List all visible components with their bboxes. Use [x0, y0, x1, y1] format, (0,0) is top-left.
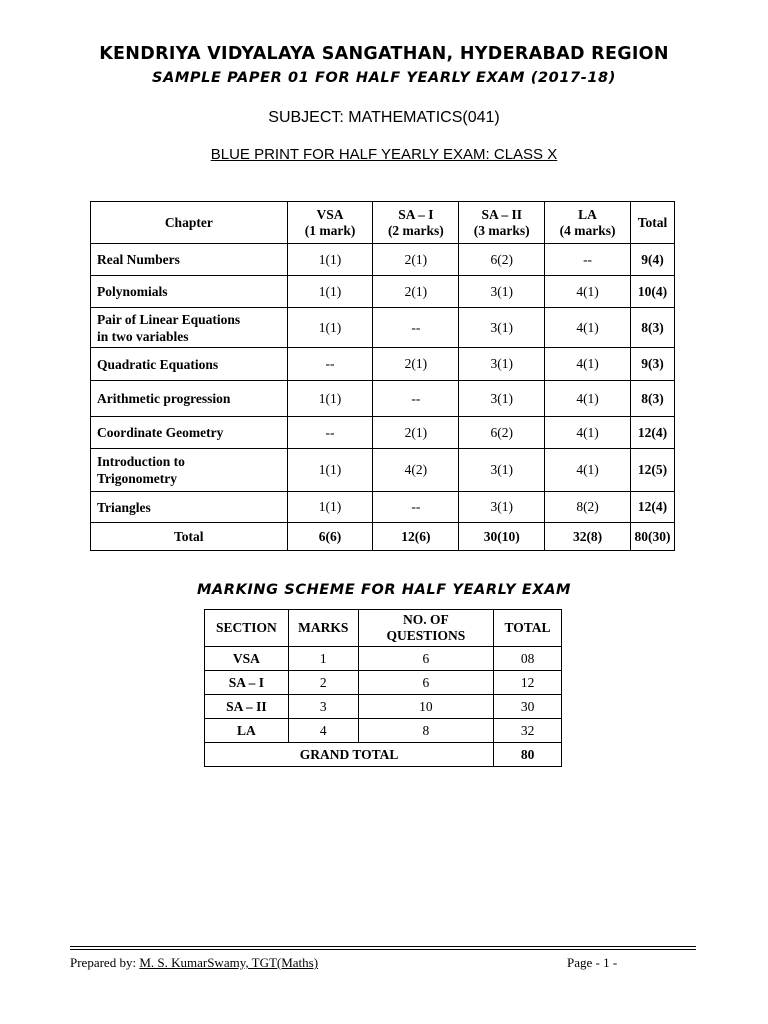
marks-cell: 1: [288, 647, 358, 671]
table-row: [91, 417, 675, 449]
la-cell: 4(1): [545, 381, 631, 417]
col-sa1: [373, 202, 459, 244]
vsa-cell: 1(1): [287, 276, 373, 308]
table-row: [91, 244, 675, 276]
col-vsa-label: VSA: [316, 206, 344, 222]
vsa-cell: --: [287, 348, 373, 381]
col-total: TOTAL: [494, 610, 562, 647]
chapter-cell: [91, 449, 288, 492]
vsa-cell: 1(1): [287, 244, 373, 276]
col-marks: MARKS: [288, 610, 358, 647]
marking-header-row: [205, 610, 562, 647]
page-number: Page - 1 -: [567, 955, 618, 970]
prepared-by-name: M. S. KumarSwamy, TGT(Maths): [139, 955, 319, 970]
sa1-cell: --: [373, 492, 459, 523]
footer-divider-inner: [70, 949, 696, 950]
grand-total-label: GRAND TOTAL: [205, 743, 494, 767]
section-cell: SA – I: [205, 671, 289, 695]
blueprint-total-row: [91, 523, 675, 551]
col-section: SECTION: [205, 610, 289, 647]
marking-scheme-table: [204, 609, 562, 767]
grand-total-row: [205, 743, 562, 767]
sa1-total: 12(6): [373, 523, 459, 551]
sa1-cell: 2(1): [373, 244, 459, 276]
total-cell: 8(3): [630, 381, 674, 417]
sa1-cell: 2(1): [373, 276, 459, 308]
total-cell: 12(4): [630, 417, 674, 449]
questions-cell: 10: [358, 695, 494, 719]
section-cell: SA – II: [205, 695, 289, 719]
sa2-cell: 6(2): [459, 417, 545, 449]
total-cell: 9(4): [630, 244, 674, 276]
footer-divider: [70, 946, 696, 947]
prepared-by: [70, 955, 318, 971]
questions-cell: 6: [358, 647, 494, 671]
total-cell: 12(4): [630, 492, 674, 523]
la-cell: 8(2): [545, 492, 631, 523]
total-cell: 10(4): [630, 276, 674, 308]
table-row: [91, 276, 675, 308]
sa2-total: 30(10): [459, 523, 545, 551]
total-cell: 32: [494, 719, 562, 743]
chapter-line-2: in two variables: [97, 328, 189, 344]
sa2-cell: 3(1): [459, 449, 545, 492]
sa1-cell: --: [373, 381, 459, 417]
la-cell: 4(1): [545, 276, 631, 308]
col-vsa-sub: (1 mark): [304, 222, 356, 238]
col-sa2-sub: (3 marks): [473, 222, 530, 238]
grand-total-value: 80: [494, 743, 562, 767]
chapter-cell: Quadratic Equations: [91, 348, 288, 381]
subject-title: SUBJECT: MATHEMATICS(041): [268, 109, 500, 126]
table-row: [91, 449, 675, 492]
questions-cell: 8: [358, 719, 494, 743]
chapter-cell: [91, 308, 288, 348]
section-cell: VSA: [205, 647, 289, 671]
sa2-cell: 3(1): [459, 492, 545, 523]
total-cell: 9(3): [630, 348, 674, 381]
blueprint-header-row: [91, 202, 675, 244]
marks-cell: 3: [288, 695, 358, 719]
table-row: [205, 695, 562, 719]
col-vsa: [287, 202, 373, 244]
la-cell: 4(1): [545, 449, 631, 492]
vsa-total: 6(6): [287, 523, 373, 551]
col-la: [545, 202, 631, 244]
total-cell: 30: [494, 695, 562, 719]
col-questions: [358, 610, 494, 647]
la-cell: 4(1): [545, 348, 631, 381]
blueprint-title: [0, 146, 768, 163]
sa1-cell: 2(1): [373, 417, 459, 449]
marks-cell: 4: [288, 719, 358, 743]
marks-cell: 2: [288, 671, 358, 695]
sa2-cell: 6(2): [459, 244, 545, 276]
chapter-cell: Real Numbers: [91, 244, 288, 276]
col-sa1-label: SA – I: [398, 206, 434, 222]
table-row: [91, 308, 675, 348]
table-row: [205, 671, 562, 695]
sa1-cell: 4(2): [373, 449, 459, 492]
sa2-cell: 3(1): [459, 276, 545, 308]
la-cell: --: [545, 244, 631, 276]
la-cell: 4(1): [545, 308, 631, 348]
la-cell: 4(1): [545, 417, 631, 449]
questions-cell: 6: [358, 671, 494, 695]
chapter-cell: Arithmetic progression: [91, 381, 288, 417]
section-cell: LA: [205, 719, 289, 743]
col-la-label: LA: [578, 206, 597, 222]
table-row: [91, 492, 675, 523]
sa2-cell: 3(1): [459, 348, 545, 381]
table-row: [205, 719, 562, 743]
col-sa2-label: SA – II: [481, 206, 522, 222]
col-questions-l2: QUESTIONS: [386, 628, 466, 643]
chapter-line-2: Trigonometry: [97, 471, 177, 486]
table-row: [205, 647, 562, 671]
chapter-cell: Polynomials: [91, 276, 288, 308]
vsa-cell: --: [287, 417, 373, 449]
table-row: [91, 381, 675, 417]
table-row: [91, 348, 675, 381]
vsa-cell: 1(1): [287, 381, 373, 417]
blueprint-title-text: BLUE PRINT FOR HALF YEARLY EXAM: CLASS X: [210, 146, 558, 163]
col-sa1-sub: (2 marks): [387, 222, 444, 238]
total-cell: 12(5): [630, 449, 674, 492]
sa1-cell: --: [373, 308, 459, 348]
total-label: Total: [91, 523, 288, 551]
total-cell: 12: [494, 671, 562, 695]
org-title: KENDRIYA VIDYALAYA SANGATHAN, HYDERABAD REGION: [99, 44, 669, 64]
vsa-cell: 1(1): [287, 492, 373, 523]
grand-total: 80(30): [630, 523, 674, 551]
total-cell: 8(3): [630, 308, 674, 348]
col-questions-l1: NO. OF: [403, 612, 449, 627]
col-sa2: [459, 202, 545, 244]
total-cell: 08: [494, 647, 562, 671]
sa2-cell: 3(1): [459, 308, 545, 348]
chapter-cell: Coordinate Geometry: [91, 417, 288, 449]
chapter-line-1: Pair of Linear Equations: [97, 311, 241, 327]
paper-title: SAMPLE PAPER 01 FOR HALF YEARLY EXAM (2017-18): [152, 70, 616, 86]
blueprint-table: [90, 201, 675, 551]
vsa-cell: 1(1): [287, 308, 373, 348]
col-chapter: Chapter: [91, 202, 288, 244]
prepared-by-label: Prepared by:: [70, 955, 137, 970]
marking-scheme-title: MARKING SCHEME FOR HALF YEARLY EXAM: [196, 582, 572, 598]
vsa-cell: 1(1): [287, 449, 373, 492]
sa2-cell: 3(1): [459, 381, 545, 417]
chapter-cell: Triangles: [91, 492, 288, 523]
col-la-sub: (4 marks): [559, 222, 616, 238]
la-total: 32(8): [545, 523, 631, 551]
sa1-cell: 2(1): [373, 348, 459, 381]
chapter-line-1: Introduction to: [97, 454, 185, 469]
col-total: Total: [630, 202, 674, 244]
